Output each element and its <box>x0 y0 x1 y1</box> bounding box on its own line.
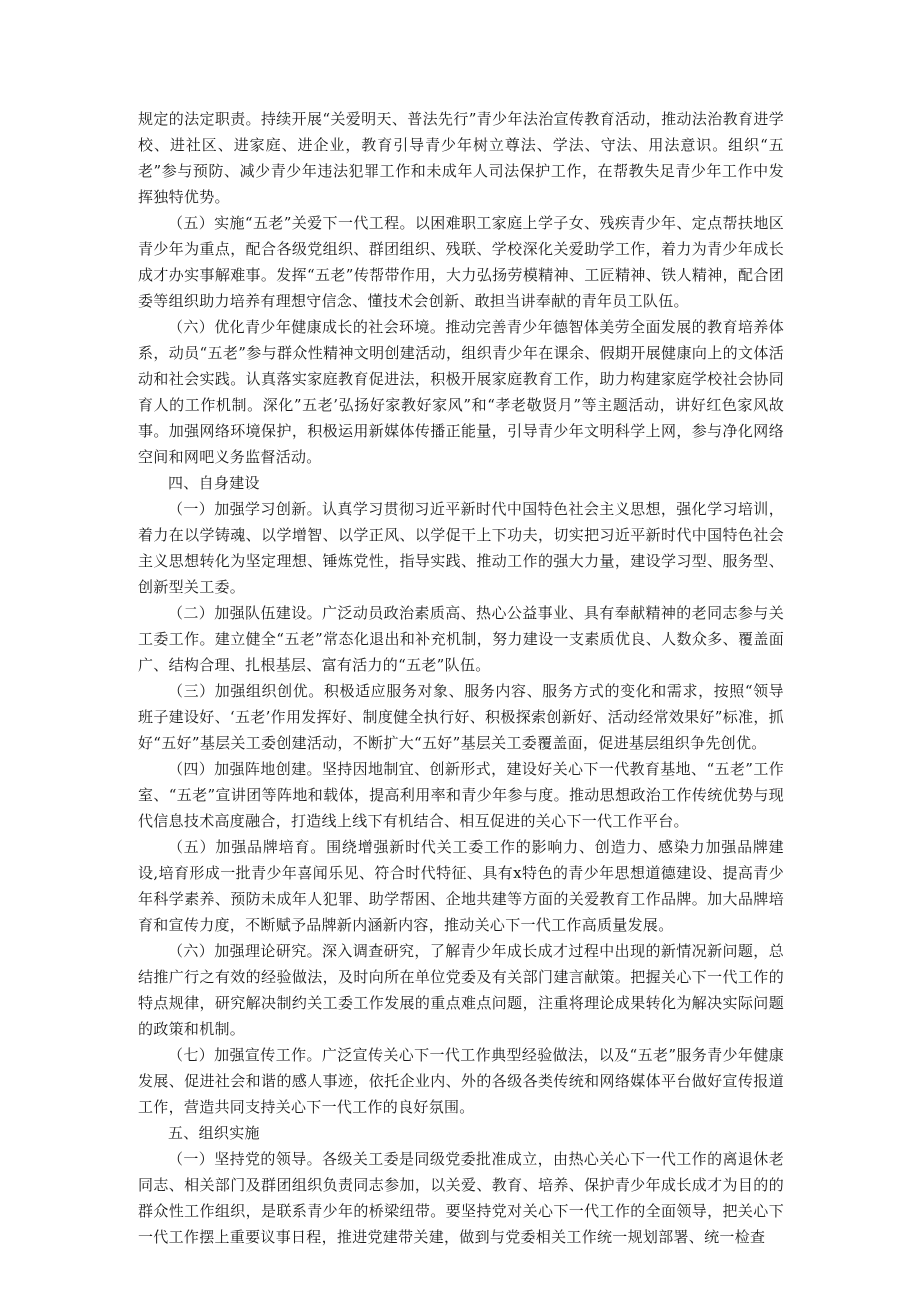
paragraph-continuation: 规定的法定职责。持续开展“关爱明天、普法先行”青少年法治宣传教育活动，推动法治教育进学校、进社区、进家庭、进企业，教育引导青少年树立尊法、学法、守法、用法意识。组织“五老”参与预防、减少青少年违法犯罪工作和未成年人司法保护工作，在帮教失足青少年工作中发挥独特优势。 <box>138 110 784 206</box>
paragraph-item-brand: （五）加强品牌培育。围绕增强新时代关工委工作的影响力、创造力、感染力加强品牌建设,培育形成一批青少年喜闻乐见、符合时代特征、具有x特色的青少年思想道德建设、提高青少年科学素养、预防未成年人犯罪、助学帮困、企地共建等方面的关爱教育工作品牌。加大品牌培育和宣传力度，不断赋予品牌新内涵新内容，推动关心下一代工作高质量发展。 <box>138 838 784 934</box>
paragraph-item-learning: （一）加强学习创新。认真学习贯彻习近平新时代中国特色社会主义思想，强化学习培训，着力在以学铸魂、以学增智、以学正风、以学促干上下功夫，切实把习近平新时代中国特色社会主义思想转化为坚定理想、锤炼党性，指导实践、推动工作的强大力量，建设学习型、服务型、创新型关工委。 <box>138 500 784 596</box>
paragraph-item-team: （二）加强队伍建设。广泛动员政治素质高、热心公益事业、具有奉献精神的老同志参与关工委工作。建立健全“五老”常态化退出和补充机制，努力建设一支素质优良、人数众多、覆盖面广、结构合理、扎根基层、富有活力的“五老”队伍。 <box>138 604 784 674</box>
paragraph-item-base: （四）加强阵地创建。坚持因地制宜、创新形式，建设好关心下一代教育基地、“五老”工作室、“五老”宣讲团等阵地和载体，提高利用率和青少年参与度。推动思想政治工作传统优势与现代信息技术高度融合，打造线上线下有机结合、相互促进的关心下一代工作平台。 <box>138 760 784 830</box>
paragraph-item-social-environment: （六）优化青少年健康成长的社会环境。推动完善青少年德智体美劳全面发展的教育培养体系，动员“五老”参与群众性精神文明创建活动，组织青少年在课余、假期开展健康向上的文体活动和社会实践。认真落实家庭教育促进法，积极开展家庭教育工作，助力构建家庭学校社会协同育人的工作机制。深化”五老’弘扬好家教好家风”和“孝老敬贤月”等主题活动，讲好红色家风故事。加强网络环境保护，积极运用新媒体传播正能量，引导青少年文明科学上网，参与净化网络空间和网吧义务监督活动。 <box>138 318 784 466</box>
paragraph-item-5-elders-care: （五）实施“五老”关爱下一代工程。以困难职工家庭上学子女、残疾青少年、定点帮扶地区青少年为重点，配合各级党组织、群团组织、残联、学校深化关爱助学工作，着力为青少年成长成才办实事解难事。发挥“五老”传帮带作用，大力弘扬劳模精神、工匠精神、铁人精神，配合团委等组织助力培养有理想守信念、懂技术会创新、敢担当讲奉献的青年员工队伍。 <box>138 214 784 310</box>
paragraph-item-organization: （三）加强组织创优。积极适应服务对象、服务内容、服务方式的变化和需求，按照“领导班子建设好、‘五老’作用发挥好、制度健全执行好、积极探索创新好、活动经常效果好”标准，抓好“五好”基层关工委创建活动，不断扩大“五好”基层关工委覆盖面，促进基层组织争先创优。 <box>138 682 784 752</box>
section-heading-self-building: 四、自身建设 <box>168 474 260 492</box>
paragraph-item-party-leadership: （一）坚持党的领导。各级关工委是同级党委批准成立，由热心关心下一代工作的离退休老同志、相关部门及群团组织负责同志参加，以关爱、教育、培养、保护青少年成长成才为目的的群众性工作组织，是联系青少年的桥梁纽带。要坚持党对关心下一代工作的全面领导，把关心下一代工作摆上重要议事日程，推进党建带关建，做到与党委相关工作统一规划部署、统一检查 <box>138 1150 784 1246</box>
section-heading-implementation: 五、组织实施 <box>168 1124 260 1142</box>
paragraph-item-publicity: （七）加强宣传工作。广泛宣传关心下一代工作典型经验做法，以及“五老”服务青少年健康发展、促进社会和谐的感人事迹，依托企业内、外的各级各类传统和网络媒体平台做好宣传报道工作，营造共同支持关心下一代工作的良好氛围。 <box>138 1046 784 1116</box>
document-page <box>138 106 784 1250</box>
paragraph-item-theory: （六）加强理论研究。深入调查研究，了解青少年成长成才过程中出现的新情况新问题，总结推广行之有效的经验做法，及时向所在单位党委及有关部门建言献策。把握关心下一代工作的特点规律，研究解决制约关工委工作发展的重点难点问题，注重将理论成果转化为解决实际问题的政策和机制。 <box>138 942 784 1038</box>
